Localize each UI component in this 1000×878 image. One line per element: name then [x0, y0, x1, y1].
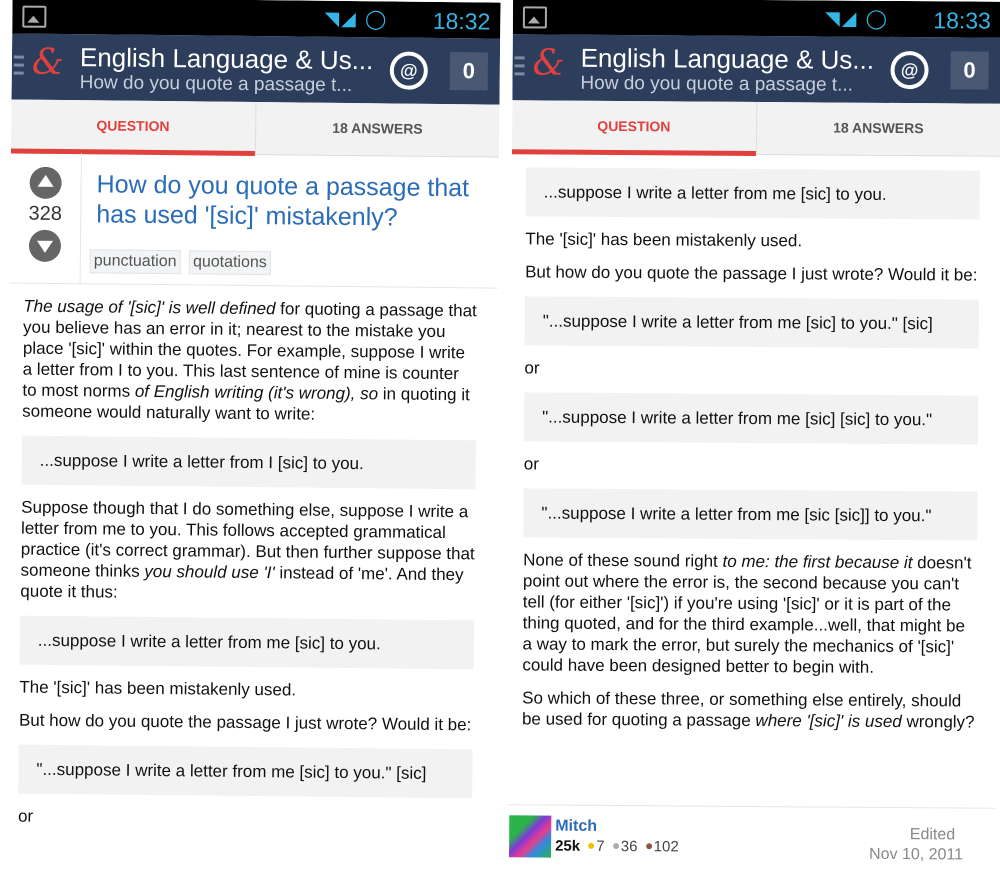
- paragraph: or: [17, 806, 34, 826]
- image-notification-icon: [523, 6, 547, 28]
- right-screen: [507, 0, 1000, 872]
- bronze-badge-icon: [646, 843, 652, 849]
- blockquote: "...suppose I write a letter from me [sic] to you." [sic]: [525, 296, 979, 348]
- blockquote: "...suppose I write a letter from me [sic] to you." [sic]: [18, 745, 472, 799]
- signal-icons: ◥◢ ◯: [324, 8, 389, 31]
- question-title: How do you quote a passage that has used '[sic]' mistakenly?: [96, 170, 470, 232]
- paragraph: or: [523, 454, 539, 474]
- tab-bar: [11, 99, 500, 157]
- left-screen: [3, 0, 500, 873]
- question-header: [10, 152, 499, 288]
- image-notification-icon: [22, 6, 46, 28]
- tab-answers[interactable]: 18 ANSWERS: [254, 102, 499, 157]
- blockquote: "...suppose I write a letter from me [sic] [sic] to you.": [524, 392, 978, 444]
- paragraph: None of these sound right to me: the first because it doesn't point out where the error is, the second because you can't tell (for either '[sic]') if you're using '[sic]' or it is part of the thing quoted, and for the third example...well, that might be a way to mark the error, but surely the mechanics of '[sic]' could have been designed better to begin with.: [522, 550, 972, 677]
- edited-date: Nov 10, 2011: [869, 845, 964, 864]
- blockquote: "...suppose I write a letter from me [sic [sic]] to you.": [523, 488, 977, 540]
- tab-answers[interactable]: 18 ANSWERS: [755, 102, 1000, 156]
- blockquote: ...suppose I write a letter from me [sic] to you.: [526, 167, 980, 219]
- question-body: [4, 295, 498, 831]
- status-bar: [12, 0, 500, 39]
- inbox-count-button[interactable]: 0: [450, 52, 488, 90]
- site-title: English Language & Us...: [580, 42, 875, 75]
- reputation-score: 25k: [555, 837, 581, 855]
- site-logo-icon[interactable]: &: [31, 41, 65, 84]
- author-card: [507, 804, 995, 871]
- edited-label: Edited: [909, 826, 956, 844]
- gold-badge-count: 7: [596, 837, 605, 855]
- site-title: English Language & Us...: [79, 42, 374, 76]
- menu-icon[interactable]: [514, 56, 524, 80]
- silver-badge-count: 36: [620, 838, 638, 856]
- menu-icon[interactable]: [14, 55, 24, 79]
- vote-panel: [10, 152, 82, 283]
- paragraph: Suppose though that I do something else, suppose I write a letter from me to you. This follows accepted grammatical practice (it's correct grammar). But then further suppose that someone thinks you should use 'I' instead of 'me'. And they quote it thus:: [20, 497, 475, 602]
- chat-bubble-icon[interactable]: @: [890, 51, 928, 89]
- question-body: [508, 167, 1000, 732]
- inbox-count-button[interactable]: 0: [950, 51, 988, 89]
- tag-punctuation[interactable]: punctuation: [90, 249, 181, 274]
- chat-bubble-icon[interactable]: @: [390, 51, 428, 89]
- tag-list: [90, 249, 275, 275]
- paragraph: The usage of '[sic]' is well defined for quoting a passage that you believe has an error in it; nearest to the mistake you place '[sic]' within the quotes. For example, suppose I write a letter from I to you. This last sentence of mine is counter to most norms of English writing (it's wrong), so in quoting it someone would naturally want to write:: [22, 296, 477, 424]
- paragraph: But how do you quote the passage I just wrote? Would it be:: [525, 262, 978, 285]
- vote-score: 328: [28, 202, 63, 225]
- tab-bar: [512, 100, 1000, 156]
- avatar[interactable]: [509, 815, 551, 857]
- bronze-badge-count: 102: [653, 838, 679, 856]
- signal-icons: ◥◢ ◯: [825, 8, 889, 30]
- site-logo-icon[interactable]: &: [532, 42, 565, 84]
- author-name[interactable]: Mitch: [555, 817, 598, 835]
- action-bar: [12, 33, 501, 104]
- paragraph: or: [524, 358, 540, 378]
- status-bar: [513, 0, 1000, 38]
- tab-question[interactable]: QUESTION: [512, 100, 756, 154]
- status-clock: 18:33: [933, 7, 991, 34]
- blockquote: ...suppose I write a letter from I [sic] to you.: [21, 436, 475, 490]
- paragraph: The '[sic]' has been mistakenly used.: [19, 677, 297, 700]
- blockquote: ...suppose I write a letter from me [sic] to you.: [20, 616, 474, 670]
- question-subtitle: How do you quote a passage t...: [580, 72, 854, 96]
- paragraph: The '[sic]' has been mistakenly used.: [525, 229, 803, 251]
- status-clock: 18:32: [432, 7, 491, 35]
- tag-quotations[interactable]: quotations: [189, 250, 271, 275]
- paragraph: So which of these three, or something else entirely, should be used for quoting a passage where '[sic]' is used wrongly?: [521, 688, 975, 732]
- tab-question[interactable]: QUESTION: [11, 99, 255, 154]
- upvote-arrow-icon[interactable]: [29, 167, 61, 199]
- downvote-arrow-icon[interactable]: [29, 230, 61, 262]
- action-bar: [512, 34, 1000, 103]
- silver-badge-icon: [613, 843, 619, 849]
- gold-badge-icon: [588, 843, 594, 849]
- paragraph: But how do you quote the passage I just wrote? Would it be:: [18, 710, 472, 735]
- author-reputation: [555, 838, 679, 856]
- question-subtitle: How do you quote a passage t...: [79, 72, 353, 97]
